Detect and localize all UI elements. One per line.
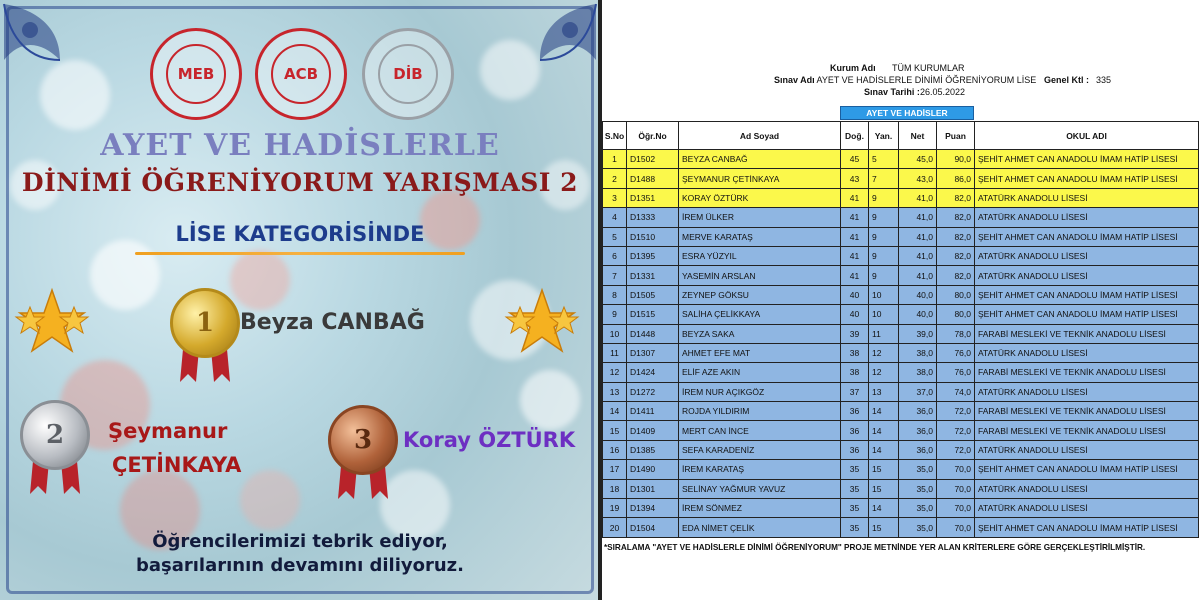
table-cell: 9 bbox=[869, 208, 899, 227]
table-cell: İREM KARATAŞ bbox=[679, 460, 841, 479]
table-cell: 40,0 bbox=[899, 285, 937, 304]
table-cell: 82,0 bbox=[937, 208, 975, 227]
table-cell: ATATÜRK ANADOLU LİSESİ bbox=[975, 246, 1199, 265]
table-row bbox=[603, 227, 1199, 246]
table-cell: 9 bbox=[869, 227, 899, 246]
table-cell: 41,0 bbox=[899, 208, 937, 227]
table-cell: 35 bbox=[841, 499, 869, 518]
table-cell: 14 bbox=[869, 402, 899, 421]
table-cell: 15 bbox=[869, 479, 899, 498]
diyanet-seal bbox=[362, 28, 454, 120]
table-cell: İREM ÜLKER bbox=[679, 208, 841, 227]
meb-seal-icon: MEB bbox=[166, 44, 226, 104]
sinav-label: Sınav Adı bbox=[774, 75, 815, 85]
table-cell: ATATÜRK ANADOLU LİSESİ bbox=[975, 499, 1199, 518]
column-header: OKUL ADI bbox=[975, 122, 1199, 150]
table-cell: 2 bbox=[603, 169, 627, 188]
table-row bbox=[603, 382, 1199, 401]
table-row bbox=[603, 363, 1199, 382]
table-cell: 82,0 bbox=[937, 227, 975, 246]
table-cell: ATATÜRK ANADOLU LİSESİ bbox=[975, 382, 1199, 401]
table-header-row bbox=[603, 122, 1199, 150]
table-cell: ZEYNEP GÖKSU bbox=[679, 285, 841, 304]
table-cell: 40,0 bbox=[899, 305, 937, 324]
table-cell: 12 bbox=[869, 343, 899, 362]
silver-medal bbox=[20, 400, 90, 500]
table-row bbox=[603, 246, 1199, 265]
table-cell: 35,0 bbox=[899, 499, 937, 518]
table-row bbox=[603, 324, 1199, 343]
table-cell: ŞEHİT AHMET CAN ANADOLU İMAM HATİP LİSESİ bbox=[975, 460, 1199, 479]
column-header: S.No bbox=[603, 122, 627, 150]
table-cell: ŞEHİT AHMET CAN ANADOLU İMAM HATİP LİSESİ bbox=[975, 169, 1199, 188]
table-cell: 37,0 bbox=[899, 382, 937, 401]
third-place-name: Koray ÖZTÜRK bbox=[403, 428, 576, 452]
table-cell: 72,0 bbox=[937, 421, 975, 440]
table-cell: 72,0 bbox=[937, 440, 975, 459]
table-cell: BEYZA CANBAĞ bbox=[679, 150, 841, 169]
table-cell: 3 bbox=[603, 188, 627, 207]
bronze-medal bbox=[328, 405, 398, 505]
footnote: *SIRALAMA "AYET VE HADİSLERLE DİNİMİ ÖĞRENİYORUM" PROJE METNİNDE YER ALAN KRİTERLERE GÖRE GERÇEKLEŞTİRİLMİŞTİR. bbox=[604, 543, 1146, 552]
table-cell: 38 bbox=[841, 343, 869, 362]
table-cell: 12 bbox=[603, 363, 627, 382]
table-cell: 7 bbox=[869, 169, 899, 188]
table-cell: 76,0 bbox=[937, 343, 975, 362]
table-cell: 35,0 bbox=[899, 460, 937, 479]
table-row bbox=[603, 169, 1199, 188]
table-cell: FARABİ MESLEKİ VE TEKNİK ANADOLU LİSESİ bbox=[975, 363, 1199, 382]
table-row bbox=[603, 518, 1199, 537]
table-cell: 14 bbox=[869, 499, 899, 518]
table-cell: D1504 bbox=[627, 518, 679, 537]
table-cell: ATATÜRK ANADOLU LİSESİ bbox=[975, 208, 1199, 227]
table-cell: ATATÜRK ANADOLU LİSESİ bbox=[975, 479, 1199, 498]
table-cell: 41,0 bbox=[899, 266, 937, 285]
gold-rank: 1 bbox=[195, 308, 215, 338]
table-cell: 41 bbox=[841, 188, 869, 207]
table-cell: 36 bbox=[841, 440, 869, 459]
table-cell: 35 bbox=[841, 518, 869, 537]
results-sheet bbox=[602, 0, 1200, 600]
table-cell: 72,0 bbox=[937, 402, 975, 421]
table-cell: SALİHA ÇELİKKAYA bbox=[679, 305, 841, 324]
table-cell: D1351 bbox=[627, 188, 679, 207]
table-cell: 45,0 bbox=[899, 150, 937, 169]
table-cell: D1488 bbox=[627, 169, 679, 188]
corner-ornament-icon bbox=[480, 0, 600, 120]
bronze-rank: 3 bbox=[353, 425, 373, 455]
table-row bbox=[603, 402, 1199, 421]
table-cell: 40 bbox=[841, 285, 869, 304]
table-cell: D1515 bbox=[627, 305, 679, 324]
table-cell: ATATÜRK ANADOLU LİSESİ bbox=[975, 188, 1199, 207]
table-cell: 70,0 bbox=[937, 479, 975, 498]
table-cell: 80,0 bbox=[937, 305, 975, 324]
table-cell: 9 bbox=[603, 305, 627, 324]
category-underline bbox=[135, 252, 465, 255]
first-place-name: Beyza CANBAĞ bbox=[240, 310, 425, 335]
stars-icon bbox=[502, 285, 582, 365]
table-cell: D1502 bbox=[627, 150, 679, 169]
table-cell: 41,0 bbox=[899, 246, 937, 265]
table-cell: 82,0 bbox=[937, 188, 975, 207]
table-cell: 15 bbox=[869, 460, 899, 479]
table-cell: D1510 bbox=[627, 227, 679, 246]
table-cell: D1272 bbox=[627, 382, 679, 401]
table-cell: FARABİ MESLEKİ VE TEKNİK ANADOLU LİSESİ bbox=[975, 402, 1199, 421]
table-cell: 43 bbox=[841, 169, 869, 188]
tarih-value: 26.05.2022 bbox=[920, 87, 966, 97]
table-cell: 41,0 bbox=[899, 188, 937, 207]
table-cell: 86,0 bbox=[937, 169, 975, 188]
table-cell: 70,0 bbox=[937, 499, 975, 518]
column-header: Öğr.No bbox=[627, 122, 679, 150]
table-cell: 41 bbox=[841, 266, 869, 285]
poster-title-line2: DİNİMİ ÖĞRENİYORUM YARIŞMASI 2 bbox=[21, 168, 579, 197]
table-cell: 39 bbox=[841, 324, 869, 343]
second-place-first-name: Şeymanur bbox=[108, 419, 228, 443]
table-cell: 78,0 bbox=[937, 324, 975, 343]
column-header: Ad Soyad bbox=[679, 122, 841, 150]
group-header: AYET VE HADİSLER bbox=[840, 106, 974, 120]
table-row bbox=[603, 479, 1199, 498]
gold-medal-icon bbox=[170, 288, 240, 358]
table-cell: 12 bbox=[869, 363, 899, 382]
table-cell: 19 bbox=[603, 499, 627, 518]
table-cell: 76,0 bbox=[937, 363, 975, 382]
kurum-label: Kurum Adı bbox=[830, 63, 876, 73]
table-cell: 90,0 bbox=[937, 150, 975, 169]
table-cell: 38 bbox=[841, 363, 869, 382]
table-cell: D1424 bbox=[627, 363, 679, 382]
table-cell: MERVE KARATAŞ bbox=[679, 227, 841, 246]
table-cell: 38,0 bbox=[899, 343, 937, 362]
table-row bbox=[603, 150, 1199, 169]
table-cell: 18 bbox=[603, 479, 627, 498]
results-table bbox=[602, 121, 1199, 538]
table-cell: 11 bbox=[603, 343, 627, 362]
table-cell: 45 bbox=[841, 150, 869, 169]
table-row bbox=[603, 499, 1199, 518]
table-cell: 4 bbox=[603, 208, 627, 227]
category-label: LİSE KATEGORİSİNDE bbox=[175, 222, 425, 246]
congrats-message bbox=[0, 530, 600, 578]
table-cell: 20 bbox=[603, 518, 627, 537]
table-cell: 16 bbox=[603, 440, 627, 459]
table-cell: D1505 bbox=[627, 285, 679, 304]
table-cell: 70,0 bbox=[937, 518, 975, 537]
second-place-last-name: ÇETİNKAYA bbox=[112, 453, 242, 477]
corner-ornament-icon bbox=[0, 0, 120, 120]
congrats-line1: Öğrencilerimizi tebrik ediyor, bbox=[152, 531, 448, 552]
table-row bbox=[603, 305, 1199, 324]
table-cell: ŞEHİT AHMET CAN ANADOLU İMAM HATİP LİSESİ bbox=[975, 227, 1199, 246]
table-cell: 82,0 bbox=[937, 246, 975, 265]
table-cell: D1448 bbox=[627, 324, 679, 343]
table-cell: D1301 bbox=[627, 479, 679, 498]
table-cell: 70,0 bbox=[937, 460, 975, 479]
table-cell: 41,0 bbox=[899, 227, 937, 246]
table-cell: 10 bbox=[603, 324, 627, 343]
stars-icon bbox=[12, 285, 92, 365]
table-cell: EDA NİMET ÇELİK bbox=[679, 518, 841, 537]
table-row bbox=[603, 460, 1199, 479]
table-cell: D1307 bbox=[627, 343, 679, 362]
table-row bbox=[603, 188, 1199, 207]
table-cell: 5 bbox=[603, 227, 627, 246]
column-header: Yan. bbox=[869, 122, 899, 150]
table-cell: D1385 bbox=[627, 440, 679, 459]
diyanet-seal-icon: DİB bbox=[378, 44, 438, 104]
table-cell: 17 bbox=[603, 460, 627, 479]
table-cell: 35,0 bbox=[899, 479, 937, 498]
table-cell: 6 bbox=[603, 246, 627, 265]
silver-medal-icon bbox=[20, 400, 90, 470]
table-cell: D1395 bbox=[627, 246, 679, 265]
table-cell: 15 bbox=[603, 421, 627, 440]
table-cell: ŞEYMANUR ÇETİNKAYA bbox=[679, 169, 841, 188]
table-cell: ATATÜRK ANADOLU LİSESİ bbox=[975, 266, 1199, 285]
column-header: Doğ. bbox=[841, 122, 869, 150]
table-cell: 10 bbox=[869, 285, 899, 304]
table-cell: ŞEHİT AHMET CAN ANADOLU İMAM HATİP LİSESİ bbox=[975, 305, 1199, 324]
table-cell: 74,0 bbox=[937, 382, 975, 401]
congrats-line2: başarılarının devamını diliyoruz. bbox=[135, 555, 465, 576]
table-cell: 36,0 bbox=[899, 402, 937, 421]
table-cell: ŞEHİT AHMET CAN ANADOLU İMAM HATİP LİSESİ bbox=[975, 518, 1199, 537]
table-cell: 9 bbox=[869, 266, 899, 285]
kurum-value: TÜM KURUMLAR bbox=[892, 63, 965, 73]
table-cell: ELİF AZE AKIN bbox=[679, 363, 841, 382]
table-cell: SELİNAY YAĞMUR YAVUZ bbox=[679, 479, 841, 498]
table-cell: 40 bbox=[841, 305, 869, 324]
table-cell: MERT CAN İNCE bbox=[679, 421, 841, 440]
table-cell: ŞEHİT AHMET CAN ANADOLU İMAM HATİP LİSESİ bbox=[975, 150, 1199, 169]
table-cell: 41 bbox=[841, 246, 869, 265]
table-cell: 82,0 bbox=[937, 266, 975, 285]
table-cell: 14 bbox=[869, 421, 899, 440]
table-row bbox=[603, 285, 1199, 304]
table-cell: 80,0 bbox=[937, 285, 975, 304]
table-row bbox=[603, 440, 1199, 459]
genel-value: 335 bbox=[1096, 75, 1112, 85]
table-cell: 13 bbox=[869, 382, 899, 401]
column-header: Net bbox=[899, 122, 937, 150]
table-row bbox=[603, 266, 1199, 285]
bronze-medal-icon bbox=[328, 405, 398, 475]
table-cell: AHMET EFE MAT bbox=[679, 343, 841, 362]
table-cell: 35 bbox=[841, 460, 869, 479]
poster-title-line1: AYET VE HADİSLERLE bbox=[100, 128, 500, 163]
table-row bbox=[603, 208, 1199, 227]
sinav-value: : AYET VE HADİSLERLE DİNİMİ ÖĞRENİYORUM LİSE bbox=[812, 75, 1037, 85]
gold-medal bbox=[170, 288, 240, 388]
table-cell: 36,0 bbox=[899, 421, 937, 440]
table-cell: 41 bbox=[841, 227, 869, 246]
table-cell: 35 bbox=[841, 479, 869, 498]
table-cell: ATATÜRK ANADOLU LİSESİ bbox=[975, 440, 1199, 459]
table-cell: ESRA YÜZYIL bbox=[679, 246, 841, 265]
table-cell: 1 bbox=[603, 150, 627, 169]
table-cell: 13 bbox=[603, 382, 627, 401]
table-cell: 37 bbox=[841, 382, 869, 401]
aile-seal bbox=[255, 28, 347, 120]
table-cell: D1333 bbox=[627, 208, 679, 227]
table-cell: ŞEHİT AHMET CAN ANADOLU İMAM HATİP LİSESİ bbox=[975, 285, 1199, 304]
table-cell: FARABİ MESLEKİ VE TEKNİK ANADOLU LİSESİ bbox=[975, 421, 1199, 440]
table-cell: 39,0 bbox=[899, 324, 937, 343]
tarih-label: Sınav Tarihi : bbox=[864, 87, 920, 97]
genel-label: Genel Ktl : bbox=[1044, 75, 1090, 85]
table-cell: 36 bbox=[841, 402, 869, 421]
table-cell: İREM NUR AÇIKGÖZ bbox=[679, 382, 841, 401]
column-header: Puan bbox=[937, 122, 975, 150]
table-row bbox=[603, 343, 1199, 362]
table-cell: FARABİ MESLEKİ VE TEKNİK ANADOLU LİSESİ bbox=[975, 324, 1199, 343]
table-cell: D1409 bbox=[627, 421, 679, 440]
table-cell: YASEMİN ARSLAN bbox=[679, 266, 841, 285]
table-cell: ATATÜRK ANADOLU LİSESİ bbox=[975, 343, 1199, 362]
table-cell: D1411 bbox=[627, 402, 679, 421]
table-cell: ROJDA YILDIRIM bbox=[679, 402, 841, 421]
table-cell: 9 bbox=[869, 188, 899, 207]
table-cell: 36,0 bbox=[899, 440, 937, 459]
table-cell: 8 bbox=[603, 285, 627, 304]
table-cell: 10 bbox=[869, 305, 899, 324]
table-cell: 7 bbox=[603, 266, 627, 285]
table-cell: D1331 bbox=[627, 266, 679, 285]
table-cell: 41 bbox=[841, 208, 869, 227]
table-cell: SEFA KARADENİZ bbox=[679, 440, 841, 459]
table-cell: 15 bbox=[869, 518, 899, 537]
table-cell: D1394 bbox=[627, 499, 679, 518]
table-cell: BEYZA SAKA bbox=[679, 324, 841, 343]
silver-rank: 2 bbox=[45, 420, 65, 450]
table-cell: 14 bbox=[603, 402, 627, 421]
table-cell: D1490 bbox=[627, 460, 679, 479]
table-cell: KORAY ÖZTÜRK bbox=[679, 188, 841, 207]
table-cell: 5 bbox=[869, 150, 899, 169]
table-cell: 35,0 bbox=[899, 518, 937, 537]
table-cell: İREM SÖNMEZ bbox=[679, 499, 841, 518]
table-cell: 43,0 bbox=[899, 169, 937, 188]
table-row bbox=[603, 421, 1199, 440]
table-body bbox=[603, 150, 1199, 538]
table-cell: 36 bbox=[841, 421, 869, 440]
table-cell: 14 bbox=[869, 440, 899, 459]
table-cell: 9 bbox=[869, 246, 899, 265]
aile-seal-icon: ACB bbox=[271, 44, 331, 104]
table-cell: 11 bbox=[869, 324, 899, 343]
meb-seal bbox=[150, 28, 242, 120]
table-cell: 38,0 bbox=[899, 363, 937, 382]
